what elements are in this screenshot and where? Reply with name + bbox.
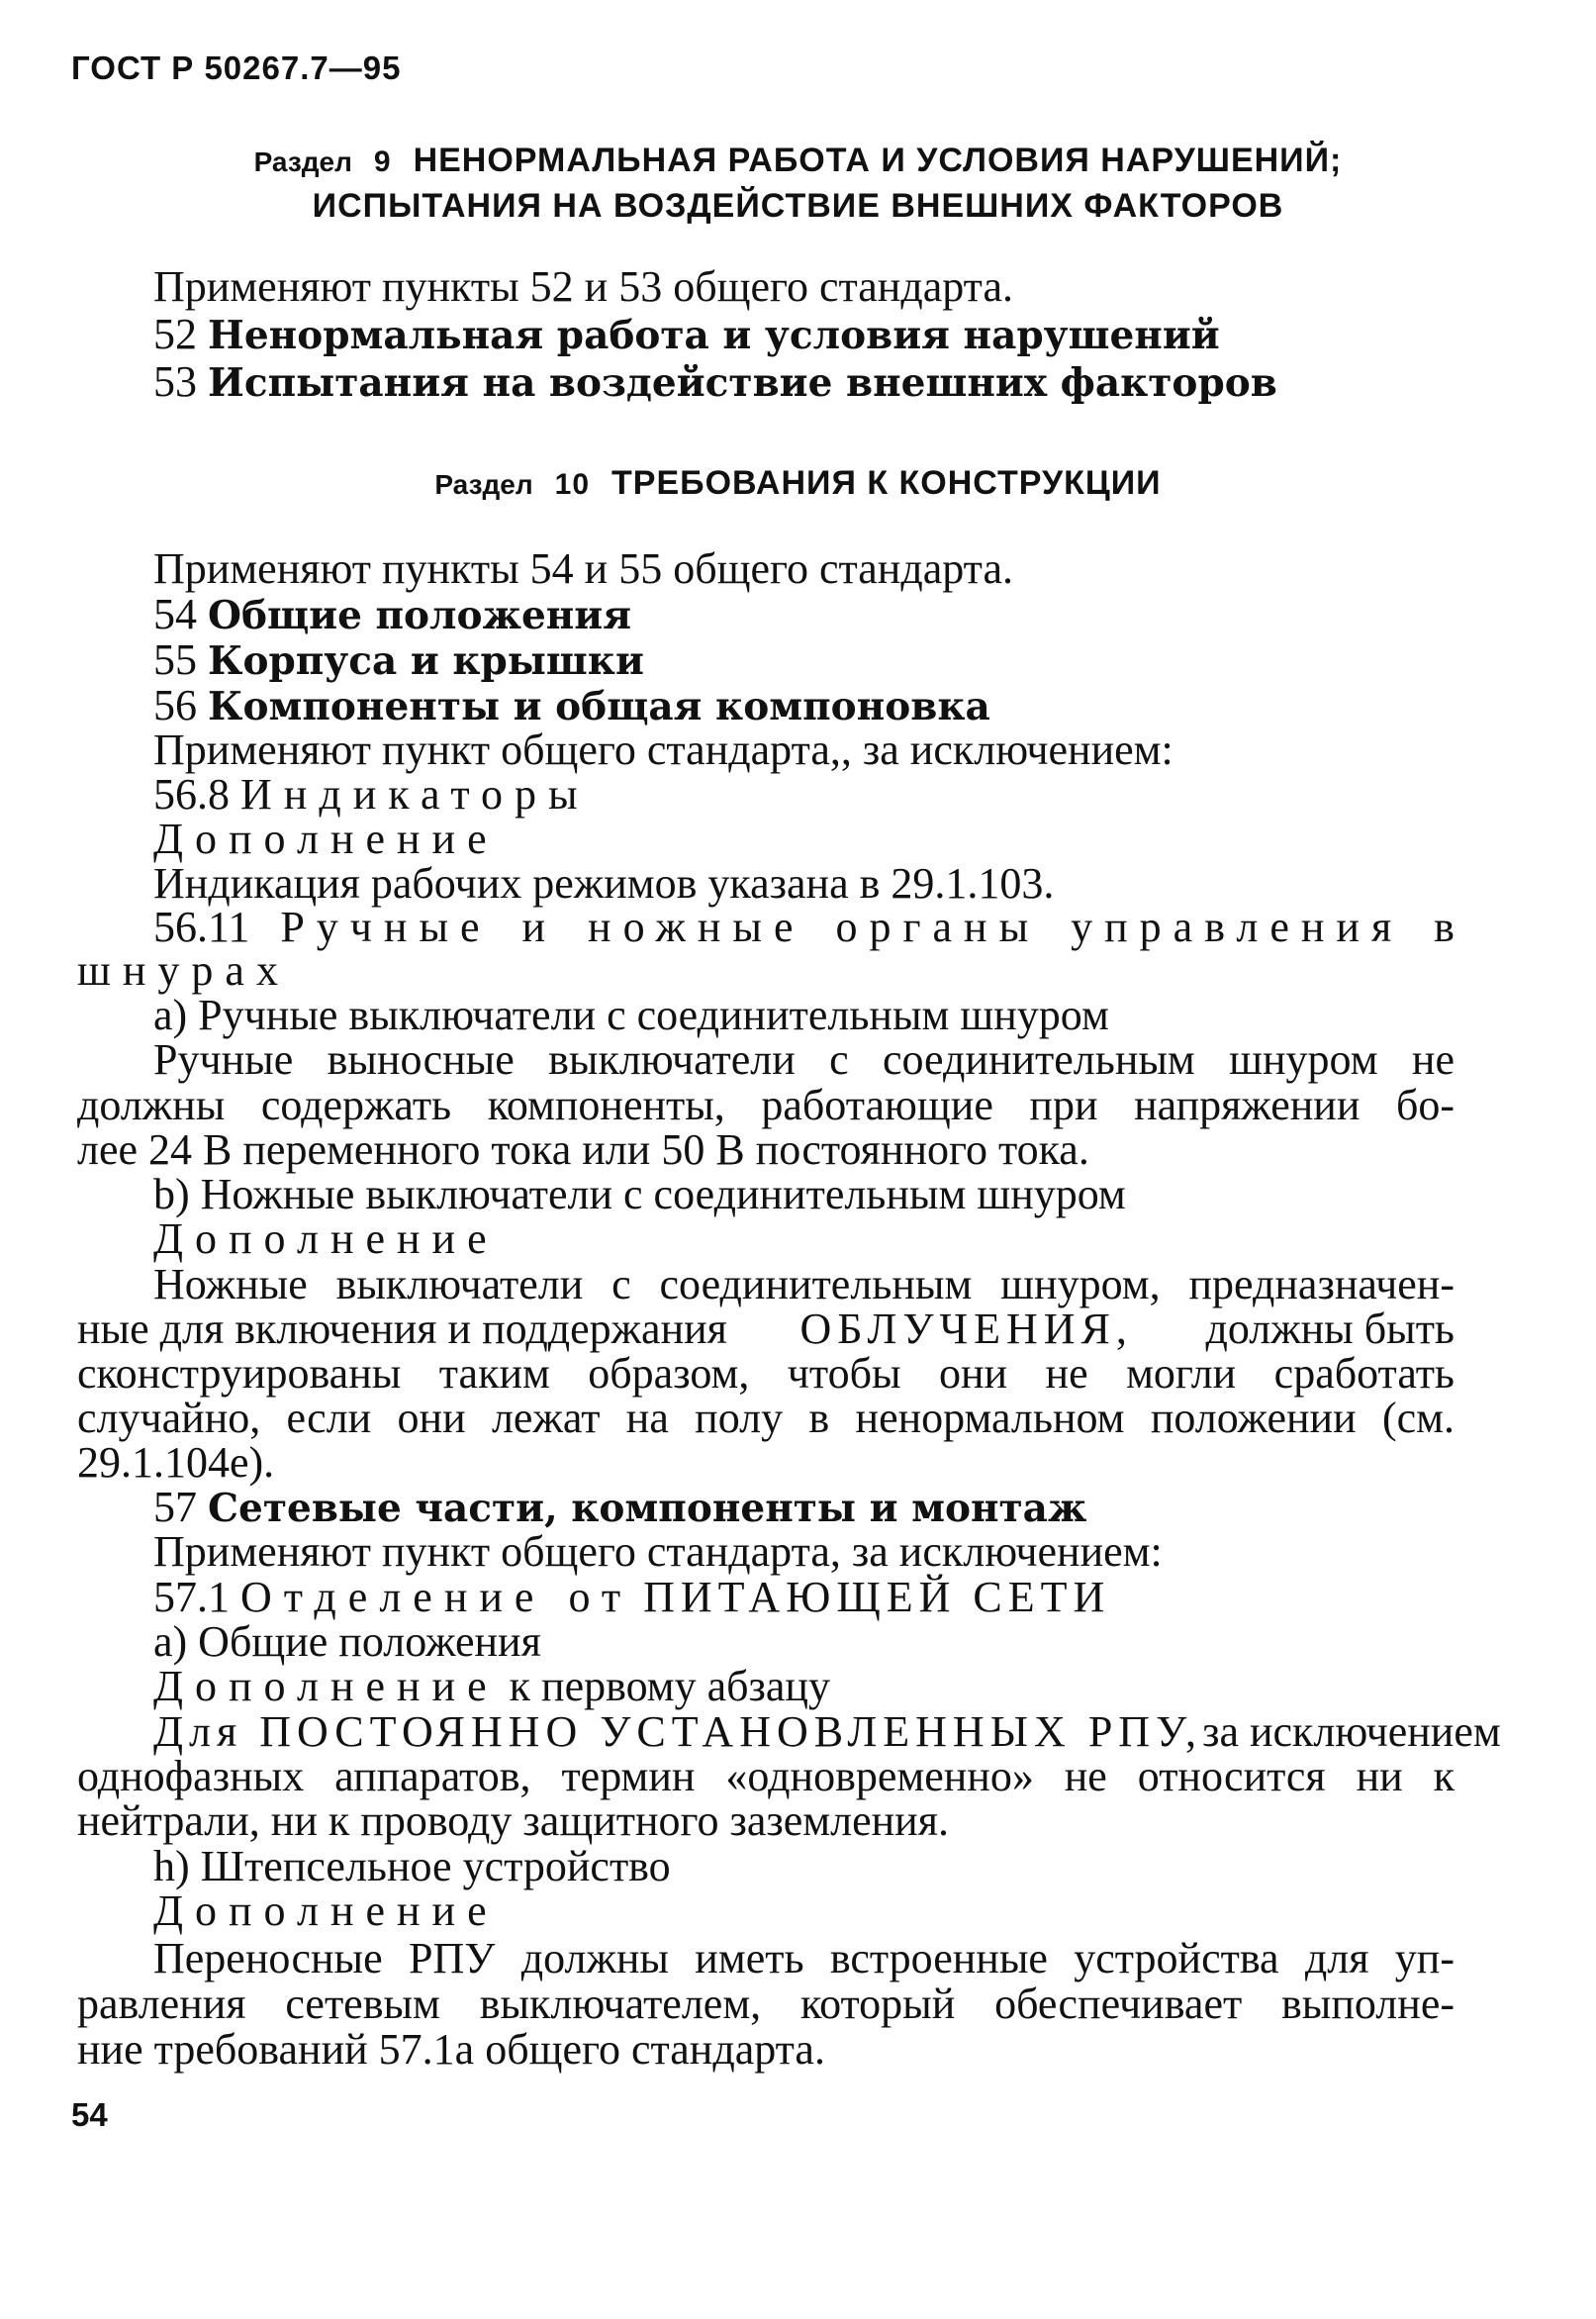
a-text-line3: лее 24 В переменного тока или 50 В постоянного тока.	[77, 1125, 1089, 1174]
clause-word: в	[1434, 903, 1455, 951]
text-fragment: должны быть	[1205, 1304, 1455, 1353]
b-text-line5: 29.1.104е).	[77, 1438, 275, 1487]
item-54	[153, 590, 631, 640]
text-fragment: за исключением	[1202, 1707, 1501, 1756]
section-label: Раздел	[253, 146, 352, 177]
section-number: 9	[373, 145, 392, 178]
addition-label-4: Дополнение	[153, 1886, 499, 1935]
clause-title: Отделение от	[240, 1573, 633, 1621]
item-57	[153, 1483, 1086, 1533]
clause-word: Ручные	[280, 903, 492, 951]
defined-term: ОБЛУЧЕНИЯ,	[799, 1304, 1133, 1353]
item-number: 52	[153, 310, 197, 358]
p57-1	[153, 1573, 1110, 1622]
item-number: 54	[153, 590, 197, 638]
b-text-line2	[77, 1304, 1455, 1354]
item-55	[153, 635, 644, 686]
section-9-title	[0, 139, 1596, 184]
clause-word: ножные	[588, 903, 805, 951]
item-title: Общие положения	[208, 593, 632, 638]
clause-number: 56.8	[153, 770, 230, 819]
clause-title: Индикаторы	[240, 770, 590, 819]
item-b: b) Ножные выключатели с соединительным шнуром	[153, 1170, 1126, 1218]
c-text-line3: нейтрали, ни к проводу защитного заземления.	[77, 1796, 949, 1845]
document-header: ГОСТ Р 50267.7—95	[71, 49, 402, 86]
text-fragment: ные для включения и поддержания	[77, 1304, 727, 1353]
item-title: Сетевые части, компоненты и монтаж	[208, 1486, 1087, 1531]
item-title: Компоненты и общая компоновка	[208, 684, 990, 729]
clause-number: 57.1	[153, 1573, 230, 1621]
p56-apply: Применяют пункт общего стандарта,, за исключением:	[153, 725, 1174, 774]
addition-suffix: к первому абзацу	[509, 1662, 830, 1710]
item-a: а) Ручные выключатели с соединительным шнуром	[153, 991, 1109, 1039]
section-9-title-line2: ИСПЫТАНИЯ НА ВОЗДЕЙСТВИЕ ВНЕШНИХ ФАКТОРОВ	[312, 187, 1284, 225]
item-number: 57	[153, 1483, 197, 1531]
clause-word: управления	[1071, 903, 1404, 951]
section-9-intro: Применяют пункты 52 и 53 общего стандарта.	[153, 262, 1013, 311]
a-text-line2: должны содержать компоненты, работающие при напряжении бо-	[77, 1081, 1455, 1129]
c-text-line1	[153, 1707, 1501, 1757]
item-56	[153, 681, 990, 731]
section-10-title	[0, 461, 1596, 507]
item-number: 56	[153, 681, 197, 729]
addition-label-1: Дополнение	[153, 815, 499, 863]
addition-label-3	[153, 1662, 830, 1711]
defined-term: Для ПОСТОЯННО УСТАНОВЛЕННЫХ РПУ,	[153, 1707, 1203, 1756]
p56-11-line2: шнурах	[77, 946, 290, 995]
clause-number: 56.11	[153, 903, 250, 951]
addition-text-1: Индикация рабочих режимов указана в 29.1.103.	[153, 859, 1055, 908]
h-text-line1: Переносные РПУ должны иметь встроенные устройства для уп-	[153, 1934, 1455, 1982]
item-title: Испытания на воздействие внешних факторов	[208, 360, 1277, 406]
section-label: Раздел	[434, 469, 533, 500]
a-text-line1: Ручные выносные выключатели с соединительным шнуром не	[153, 1035, 1455, 1084]
h-text-line3: ние требований 57.1а общего стандарта.	[77, 2025, 825, 2074]
p56-11	[153, 903, 1455, 952]
p57-apply: Применяют пункт общего стандарта, за исключением:	[153, 1527, 1163, 1576]
item-number: 53	[153, 357, 197, 406]
item-h: h) Штепсельное устройство	[153, 1842, 671, 1890]
p56-8	[153, 770, 590, 820]
b-text-line1: Ножные выключатели с соединительным шнуром, предназначен-	[153, 1260, 1455, 1308]
c-text-line2: однофазных аппаратов, термин «одновременно» не относится ни к	[77, 1752, 1455, 1800]
section-title-line1: НЕНОРМАЛЬНАЯ РАБОТА И УСЛОВИЯ НАРУШЕНИЙ;	[413, 142, 1343, 179]
item-53	[153, 357, 1277, 408]
addition-label: Дополнение	[153, 1662, 499, 1710]
defined-term: ПИТАЮЩЕЙ СЕТИ	[643, 1573, 1111, 1621]
clause-word: и	[521, 903, 558, 951]
item-a2: а) Общие положения	[153, 1617, 541, 1666]
h-text-line2: равления сетевым выключателем, который обеспечивает выполне-	[77, 1980, 1455, 2028]
item-title: Ненормальная работа и условия нарушений	[208, 313, 1220, 358]
section-number: 10	[554, 468, 591, 501]
item-52	[153, 310, 1220, 360]
b-text-line3: сконструированы таким образом, чтобы они не могли сработать	[77, 1349, 1455, 1398]
item-title: Корпуса и крышки	[208, 638, 644, 684]
item-number: 55	[153, 635, 197, 684]
section-title: ТРЕБОВАНИЯ К КОНСТРУКЦИИ	[611, 464, 1162, 502]
section-10-intro: Применяют пункты 54 и 55 общего стандарта.	[153, 544, 1013, 593]
page-number: 54	[71, 2096, 108, 2133]
b-text-line4: случайно, если они лежат на полу в ненормальном положении (см.	[77, 1394, 1455, 1442]
clause-word: органы	[835, 903, 1041, 951]
addition-label-2: Дополнение	[153, 1214, 499, 1263]
